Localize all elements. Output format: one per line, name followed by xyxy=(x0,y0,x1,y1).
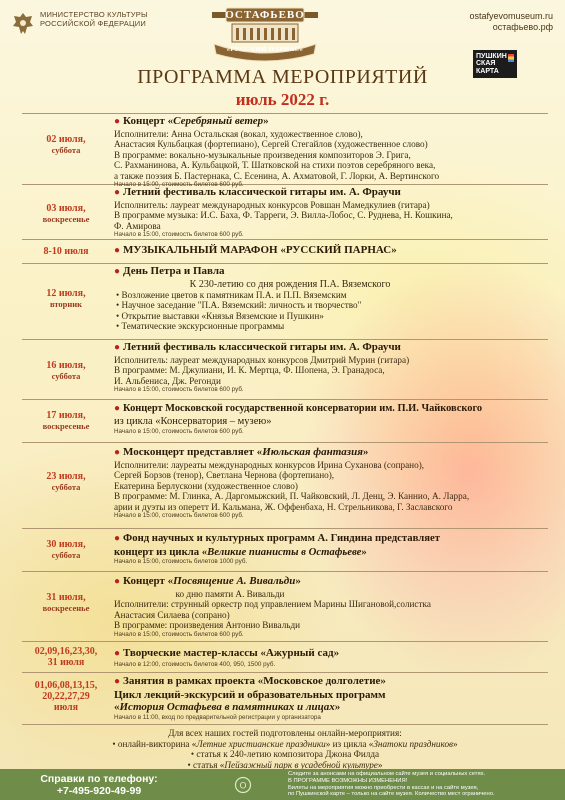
online-item: • онлайн-викторина «Летние христианские праздники» из цикла «Знатоки праздников» xyxy=(112,738,458,749)
ostafyevo-logo xyxy=(206,2,324,62)
phone-number[interactable]: +7-495-920-49-99 xyxy=(56,784,142,797)
online-events xyxy=(22,728,548,770)
event-date xyxy=(22,114,110,184)
event-line: Исполнитель: лауреат международных конкурсов Дмитрий Мурин (гитара) xyxy=(114,354,410,365)
online-item: • статья «Пейзажный парк в усадебной культуре» xyxy=(187,759,383,770)
event-note: Начало в 15:00, стоимость билетов 600 руб. xyxy=(114,512,244,519)
ministry-emblem-icon xyxy=(10,10,36,38)
event-weekday: суббота xyxy=(51,145,81,155)
event-note: Начало в 15:00, стоимость билетов 600 руб. xyxy=(114,630,244,638)
event-date-text: 01,06,08,13,15, xyxy=(34,680,98,691)
event-content xyxy=(110,400,548,442)
footer xyxy=(0,769,565,800)
event-content xyxy=(110,185,548,239)
event-date-text: 02,09,16,23,30, xyxy=(34,646,98,657)
event-title: ● Фонд научных и культурных программ А. Гиндина представляет xyxy=(114,532,441,544)
event-row xyxy=(22,185,548,240)
event-date-text: 31 июля, xyxy=(46,592,86,603)
online-item: • статья к 240-летию композитора Джона Филда xyxy=(190,749,380,759)
event-weekday: воскресенье xyxy=(42,214,90,224)
event-row xyxy=(22,264,548,340)
event-title: ● Занятия в рамках проекта «Московское долголетие» xyxy=(114,675,386,687)
event-date-text: 02 июля, xyxy=(46,134,86,145)
site-url[interactable]: ostafyevomuseum.ru xyxy=(469,11,553,21)
event-date-text: 03 июля, xyxy=(46,203,86,214)
event-line: Анастасия Силаева (сопрано) xyxy=(114,609,230,620)
event-date-text: июля xyxy=(53,702,79,713)
event-line: Исполнители: лауреаты международных конкурсов Ирина Суханова (сопрано), xyxy=(114,459,425,470)
event-content xyxy=(110,572,548,641)
bullet-icon: ● xyxy=(114,266,121,277)
event-weekday: воскресенье xyxy=(42,421,90,431)
bullet-icon: ● xyxy=(114,245,121,256)
event-title: ● МУЗЫКАЛЬНЫЙ МАРАФОН «РУССКИЙ ПАРНАС» xyxy=(114,244,397,256)
ministry-name-line2: РОССИЙСКОЙ ФЕДЕРАЦИИ xyxy=(40,19,146,28)
event-date-text: 17 июля, xyxy=(46,410,86,421)
event-date-text: 20,22,27,29 xyxy=(42,691,90,702)
list-item: • Открытие выставки «Князья Вяземские и Пушкин» xyxy=(114,311,546,322)
footer-note-line: Следите за анонсами на официальном сайте музея и социальных сетях. xyxy=(288,770,486,777)
event-date-text: 30 июля, xyxy=(46,539,86,550)
event-line: В программе: произведения Антонио Вивальди xyxy=(114,620,301,630)
event-date-text: 31 июля xyxy=(47,657,85,668)
event-date-text: 23 июля, xyxy=(46,471,86,482)
event-row xyxy=(22,240,548,264)
event-note: Начало в 15:00, стоимость билетов 600 руб. xyxy=(114,386,244,393)
bullet-icon: ● xyxy=(114,648,121,659)
event-line: В программе: М. Джулиани, И. К. Мертца, Ф. Шопена, Э. Гранадоса, xyxy=(114,365,385,375)
event-note: Начало в 15:00, стоимость билетов 600 руб. xyxy=(114,181,244,188)
pushkin-card-line2: СКАЯ xyxy=(476,60,496,68)
footer-note-line: Билеты на мероприятия можно приобрести в кассах и на сайте музея, xyxy=(288,784,479,791)
event-content xyxy=(110,264,548,339)
event-title-cont: «История Остафьева в памятниках и лицах» xyxy=(114,701,341,713)
event-content xyxy=(110,340,548,399)
event-date xyxy=(22,529,110,571)
program-table xyxy=(22,113,548,725)
event-content xyxy=(110,443,548,528)
header xyxy=(0,0,565,112)
event-line: Ф. Амирова xyxy=(114,220,161,231)
event-date xyxy=(22,264,110,339)
event-line: Сергей Борзов (тенор), Светлана Чернова (фортепиано), xyxy=(114,470,335,480)
event-line: С. Рахманинова, А. Кульбацкой, Т. Шатковской на стихи поэтов серебряного века, xyxy=(114,160,436,170)
event-line: а также поэзия Б. Пастернака, С. Есенина, А. Ахматовой, Г. Лорки, А. Вертинского xyxy=(114,170,440,181)
event-line: Исполнители: Анна Остальская (вокал, художественное слово), xyxy=(114,128,363,139)
bullet-icon: ● xyxy=(114,187,121,198)
event-title: ● Концерт «Посвящение А. Вивальди» xyxy=(114,575,301,587)
event-row xyxy=(22,673,548,725)
event-line: Екатерина Берлускони (художественное слово) xyxy=(114,480,298,491)
event-weekday: вторник xyxy=(49,299,83,309)
event-line: В программе музыка: И.С. Баха, Ф. Тарреги, Э. Вилла-Лобос, С. Руднева, Н. Кошкина, xyxy=(114,210,453,220)
event-date xyxy=(22,340,110,399)
event-note: Начало в 12:00, стоимость билетов 400, 950, 1500 руб. xyxy=(114,660,276,668)
event-line: ко дню памяти А. Вивальди xyxy=(175,588,285,599)
bullet-icon: ● xyxy=(114,676,121,687)
bullet-icon: ● xyxy=(114,576,121,587)
event-title: ● День Петра и Павла xyxy=(114,265,225,277)
event-note: Начало в 15:00, стоимость билетов 600 руб. xyxy=(114,428,244,435)
event-line: В программе: вокально-музыкальные произведения композиторов Э. Грига, xyxy=(114,149,411,160)
event-row xyxy=(22,400,548,443)
event-title-cont: концерт из цикла «Великие пианисты в Остафьеве» xyxy=(114,545,367,558)
event-note: Начало в 15:00, стоимость билетов 600 руб. xyxy=(114,231,244,238)
list-item: • Тематические экскурсионные программы xyxy=(114,321,546,332)
event-date xyxy=(22,572,110,641)
event-title-cont: Цикл лекций-экскурсий и образовательных программ xyxy=(114,688,386,701)
page-subtitle: июль 2022 г. xyxy=(235,90,330,109)
ministry-name-line1: МИНИСТЕРСТВО КУЛЬТУРЫ xyxy=(40,10,148,19)
logo-subtitle: «РУССКИЙ ПАРНАС» xyxy=(226,46,304,53)
event-line: Исполнители: струнный оркестр под управлением Марины Шигановой,солистка xyxy=(114,599,431,609)
event-title: ● Летний фестиваль классической гитары им. А. Фраучи xyxy=(114,341,401,353)
footer-note xyxy=(288,771,565,798)
page-title: ПРОГРАММА МЕРОПРИЯТИЙ xyxy=(137,66,428,88)
event-title: ● Москонцерт представляет «Июльская фантазия» xyxy=(114,446,369,458)
event-row xyxy=(22,340,548,400)
event-weekday: суббота xyxy=(51,482,81,492)
event-title: ● Творческие мастер-классы «Ажурный сад» xyxy=(114,647,340,659)
bullet-icon: ● xyxy=(114,403,121,414)
event-weekday: воскресенье xyxy=(42,603,90,613)
event-date xyxy=(22,642,110,672)
ministry-block xyxy=(10,10,148,38)
event-content xyxy=(110,673,548,724)
event-date-text: 12 июля, xyxy=(46,288,86,299)
event-note: Начало в 11:00, вход по предварительной регистрации у организатора xyxy=(114,713,321,721)
site-url-rf[interactable]: остафьево.рф xyxy=(492,22,553,32)
event-date-text: 8-10 июля xyxy=(43,246,89,257)
phone-label: Справки по телефону: xyxy=(40,772,158,785)
list-item: • Возложение цветов к памятникам П.А. и П.П. Вяземским xyxy=(114,290,546,301)
list-item: • Научное заседание "П.А. Вяземский: личность и творчество" xyxy=(114,300,546,311)
bullet-icon: ● xyxy=(114,116,121,127)
footer-note-line: по Пушкинской карте – только на сайте музея. Количество мест ограничено. xyxy=(288,791,495,798)
event-line: арии и дуэты из оперетт И. Кальмана, Ж. Оффенбаха, Н. Стрельникова, Г. Заславского xyxy=(114,501,453,512)
event-line: К 230-летию со дня рождения П.А. Вяземского xyxy=(189,278,391,290)
event-content xyxy=(110,240,548,263)
event-date xyxy=(22,443,110,528)
event-row xyxy=(22,642,548,673)
bullet-icon: ● xyxy=(114,342,121,353)
event-date xyxy=(22,673,110,724)
event-title: ● Летний фестиваль классической гитары им. А. Фраучи xyxy=(114,186,401,198)
bullet-icon: ● xyxy=(114,533,121,544)
event-note: Начало в 15:00, стоимость билетов 1000 руб. xyxy=(114,558,248,565)
site-links xyxy=(469,11,553,33)
bullet-icon: ● xyxy=(114,447,121,458)
pushkin-card-stripe-icon xyxy=(508,54,514,62)
event-title: ● Концерт Московской государственной консерватории им. П.И. Чайковского xyxy=(114,403,483,414)
event-row xyxy=(22,114,548,188)
event-date xyxy=(22,185,110,239)
pushkin-card-line3: КАРТА xyxy=(476,67,499,75)
phone-block xyxy=(0,773,198,797)
event-date xyxy=(22,400,110,442)
museum-mark-icon xyxy=(198,776,288,794)
event-row xyxy=(22,572,548,642)
event-row xyxy=(22,443,548,529)
event-line: В программе: М. Глинка, А. Даргомыжский, П. Чайковский, Л. Денц, Э. Каннио, А. Ларра, xyxy=(114,491,470,501)
event-content xyxy=(110,642,548,672)
event-title-cont: из цикла «Консерватория – музею» xyxy=(114,415,272,427)
event-date xyxy=(22,240,110,263)
event-line: И. Альбениса, Дж. Регонди xyxy=(114,375,221,386)
event-date-text: 16 июля, xyxy=(46,360,86,371)
event-line: Анастасия Кульбацкая (фортепиано), Сергей Стегайлов (художественное слово) xyxy=(114,139,428,149)
event-line: Исполнитель: лауреат международных конкурсов Ровшан Мамедкулиев (гитара) xyxy=(114,199,430,210)
svg-text:О: О xyxy=(239,781,247,791)
event-content xyxy=(110,114,548,188)
footer-note-line: В ПРОГРАММЕ ВОЗМОЖНЫ ИЗМЕНЕНИЯ! xyxy=(288,777,408,784)
event-content xyxy=(110,529,548,571)
event-row xyxy=(22,529,548,572)
pushkin-card-line1: ПУШКИН xyxy=(476,53,507,60)
logo-title: ОСТАФЬЕВО xyxy=(225,9,305,21)
online-intro: Для всех наших гостей подготовлены онлайн-мероприятия: xyxy=(168,728,402,738)
event-weekday: суббота xyxy=(51,371,81,381)
event-weekday: суббота xyxy=(51,550,81,560)
event-title: ● Концерт «Серебряный ветер» xyxy=(114,115,269,127)
